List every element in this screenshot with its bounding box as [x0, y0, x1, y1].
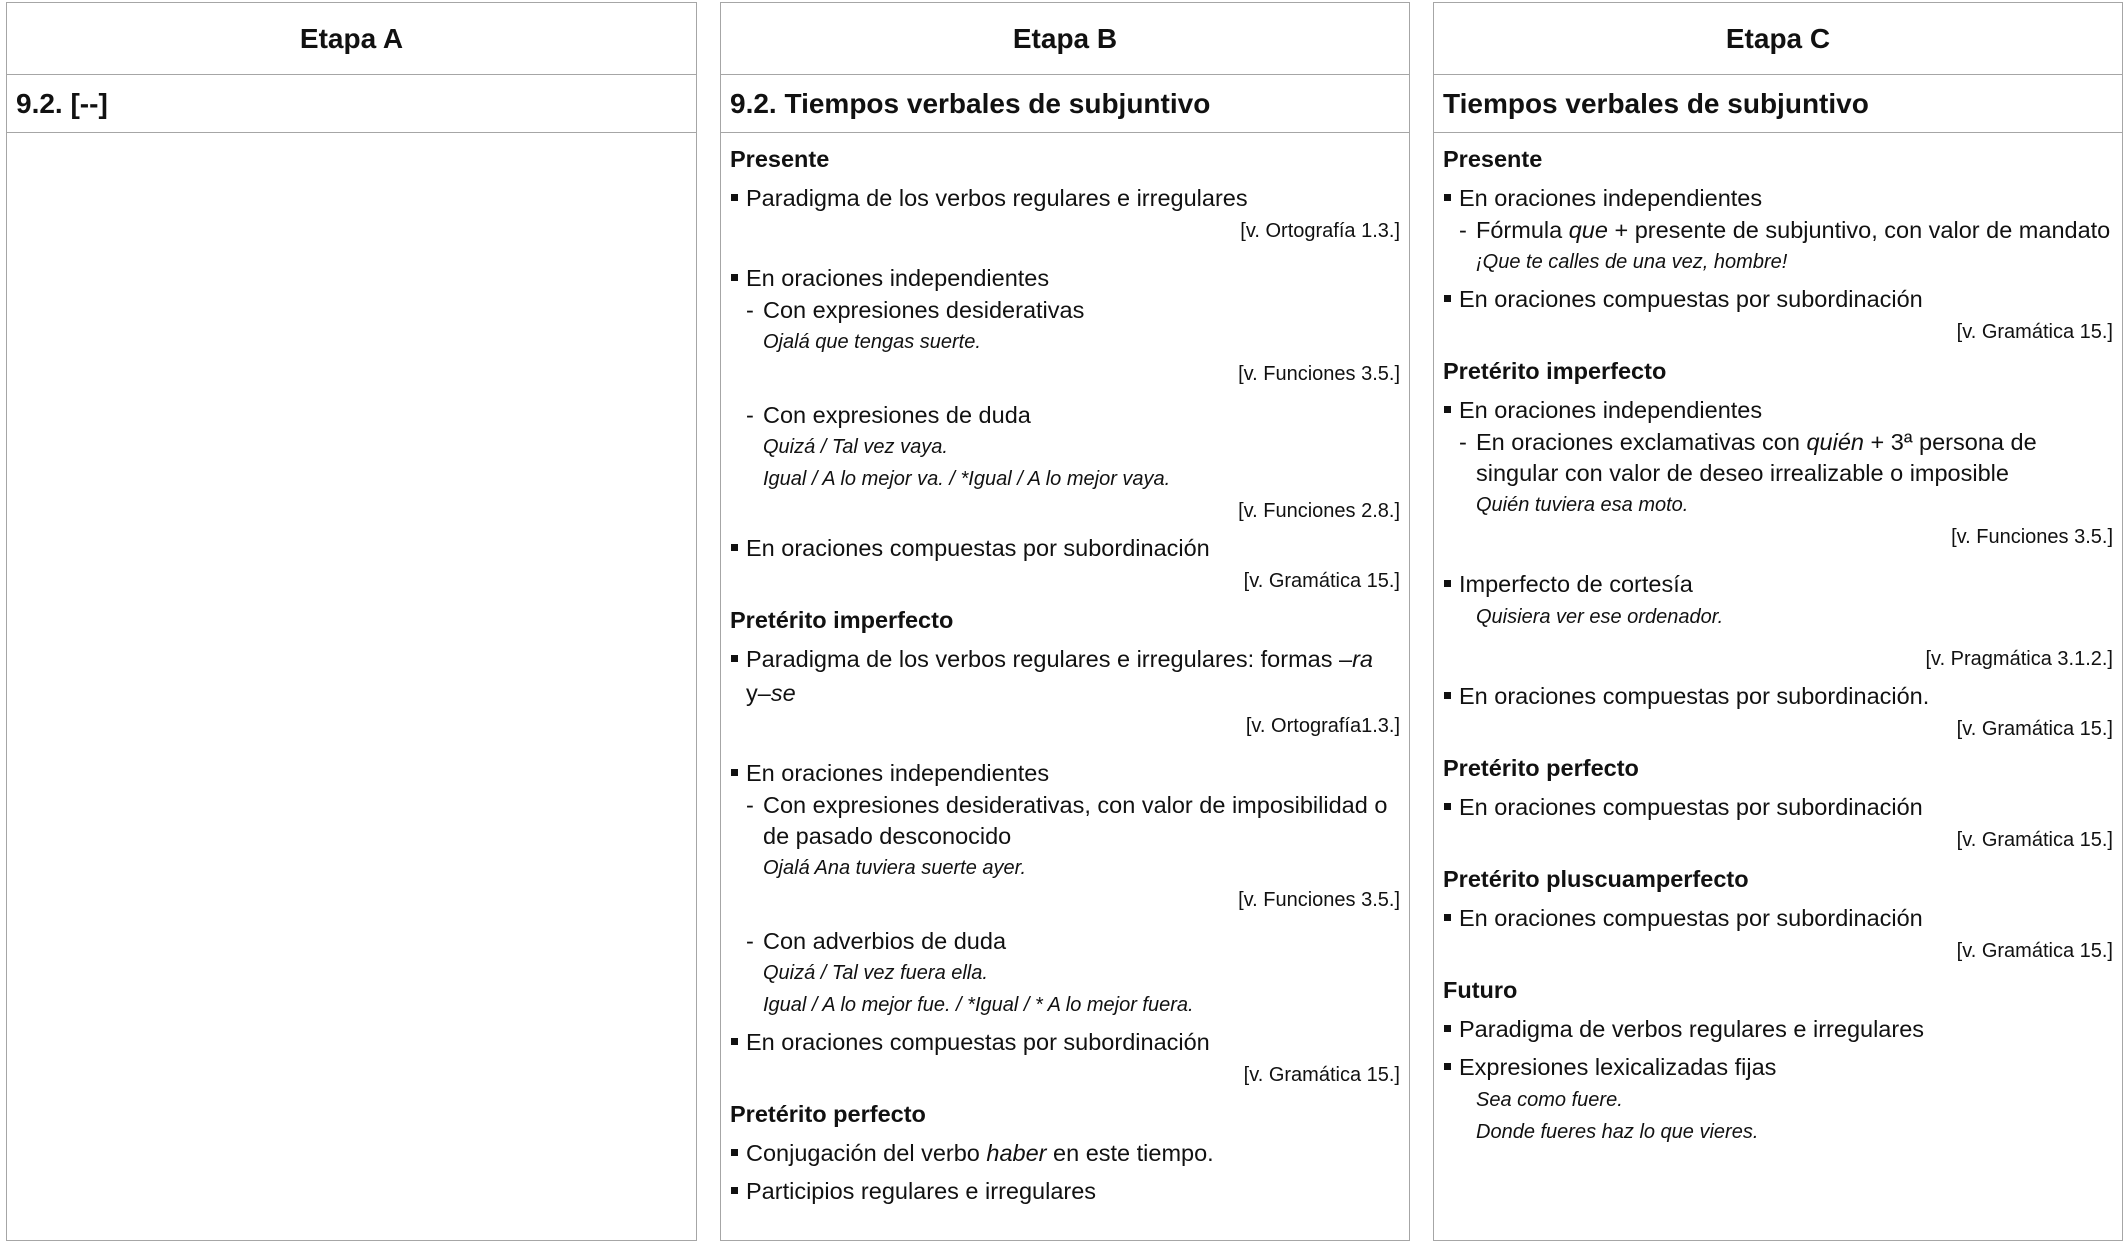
tense-heading-presente: Presente: [1443, 146, 1543, 172]
cross-reference: [v. Gramática 15.]: [1956, 321, 2113, 343]
column-header: Etapa C: [1434, 3, 2122, 75]
cross-reference: [v. Ortografía1.3.]: [1245, 715, 1400, 737]
bullet-item: Paradigma de los verbos regulares e irregulares: [730, 181, 1400, 215]
tense-heading-perfecto: Pretérito perfecto: [1443, 755, 1639, 781]
example-text: Igual / A lo mejor va. / *Igual / A lo mejor vaya.: [763, 468, 1171, 490]
example-text: Igual / A lo mejor fue. / *Igual / * A lo mejor fuera.: [763, 994, 1194, 1016]
cross-reference: [v. Gramática 15.]: [1956, 718, 2113, 740]
column-header: Etapa B: [721, 3, 1409, 75]
cross-reference: [v. Gramática 15.]: [1243, 1064, 1400, 1086]
section-title: Tiempos verbales de subjuntivo: [1434, 75, 2122, 133]
bullet-item: En oraciones compuestas por subordinación: [730, 531, 1400, 565]
bullet-item: Paradigma de verbos regulares e irregulares: [1443, 1012, 2113, 1046]
bullet-item: En oraciones independientes: [1443, 181, 2113, 215]
example-text: Ojalá que tengas suerte.: [763, 331, 981, 353]
column-body-empty: [7, 133, 696, 141]
bullet-item: Paradigma de los verbos regulares e irregulares: formas –ra y–se: [730, 642, 1400, 710]
dash-item: - Con expresiones de duda: [730, 400, 1400, 431]
dash-item: - En oraciones exclamativas con quién + 3ª persona de singular con valor de deseo irrealizable o imposible: [1443, 427, 2113, 489]
bullet-item: En oraciones independientes: [1443, 393, 2113, 427]
tense-heading-perfecto: Pretérito perfecto: [730, 1101, 926, 1127]
bullet-item: En oraciones independientes: [730, 756, 1400, 790]
dash-item: - Con expresiones desiderativas: [730, 295, 1400, 326]
column-etapa-c: [1433, 2, 2123, 1241]
example-text: Donde fueres haz lo que vieres.: [1476, 1121, 1759, 1143]
dash-item: - Con expresiones desiderativas, con valor de imposibilidad o de pasado desconocido: [730, 790, 1400, 852]
bullet-item: En oraciones compuestas por subordinación: [1443, 282, 2113, 316]
tense-heading-imperfecto: Pretérito imperfecto: [1443, 358, 1667, 384]
column-etapa-a: [6, 2, 697, 1241]
cross-reference: [v. Gramática 15.]: [1243, 570, 1400, 592]
tense-heading-pluscuamperfecto: Pretérito pluscuamperfecto: [1443, 866, 1749, 892]
section-title: 9.2. Tiempos verbales de subjuntivo: [721, 75, 1409, 133]
bullet-item: Participios regulares e irregulares: [730, 1174, 1400, 1208]
cross-reference: [v. Gramática 15.]: [1956, 829, 2113, 851]
cross-reference: [v. Funciones 3.5.]: [1951, 526, 2113, 548]
bullet-item: En oraciones compuestas por subordinación.: [1443, 679, 2113, 713]
cross-reference: [v. Pragmática 3.1.2.]: [1925, 648, 2113, 670]
bullet-item: En oraciones independientes: [730, 261, 1400, 295]
tense-heading-futuro: Futuro: [1443, 977, 1518, 1003]
cross-reference: [v. Ortografía 1.3.]: [1240, 220, 1400, 242]
tense-heading-presente: Presente: [730, 146, 830, 172]
dash-item: - Fórmula que + presente de subjuntivo, con valor de mandato: [1443, 215, 2113, 246]
bullet-item: Expresiones lexicalizadas fijas: [1443, 1050, 2113, 1084]
column-body: [721, 133, 1409, 1208]
column-header: Etapa A: [7, 3, 696, 75]
example-text: Sea como fuere.: [1476, 1089, 1623, 1111]
tense-heading-imperfecto: Pretérito imperfecto: [730, 607, 954, 633]
bullet-item: Conjugación del verbo haber en este tiempo.: [730, 1136, 1400, 1170]
example-text: ¡Que te calles de una vez, hombre!: [1476, 251, 1788, 273]
example-text: Quizá / Tal vez fuera ella.: [763, 962, 988, 984]
cross-reference: [v. Funciones 2.8.]: [1238, 500, 1400, 522]
cross-reference: [v. Funciones 3.5.]: [1238, 363, 1400, 385]
cross-reference: [v. Funciones 3.5.]: [1238, 889, 1400, 911]
column-body: [1434, 133, 2122, 1148]
bullet-item: En oraciones compuestas por subordinación: [1443, 790, 2113, 824]
example-text: Quizá / Tal vez vaya.: [763, 436, 948, 458]
example-text: Quisiera ver ese ordenador.: [1476, 606, 1724, 628]
example-text: Quién tuviera esa moto.: [1476, 494, 1689, 516]
dash-item: - Con adverbios de duda: [730, 926, 1400, 957]
bullet-item: Imperfecto de cortesía: [1443, 567, 2113, 601]
bullet-item: En oraciones compuestas por subordinación: [1443, 901, 2113, 935]
bullet-item: En oraciones compuestas por subordinación: [730, 1025, 1400, 1059]
cross-reference: [v. Gramática 15.]: [1956, 940, 2113, 962]
section-title: 9.2. [--]: [7, 75, 696, 133]
example-text: Ojalá Ana tuviera suerte ayer.: [763, 857, 1027, 879]
column-etapa-b: [720, 2, 1410, 1241]
